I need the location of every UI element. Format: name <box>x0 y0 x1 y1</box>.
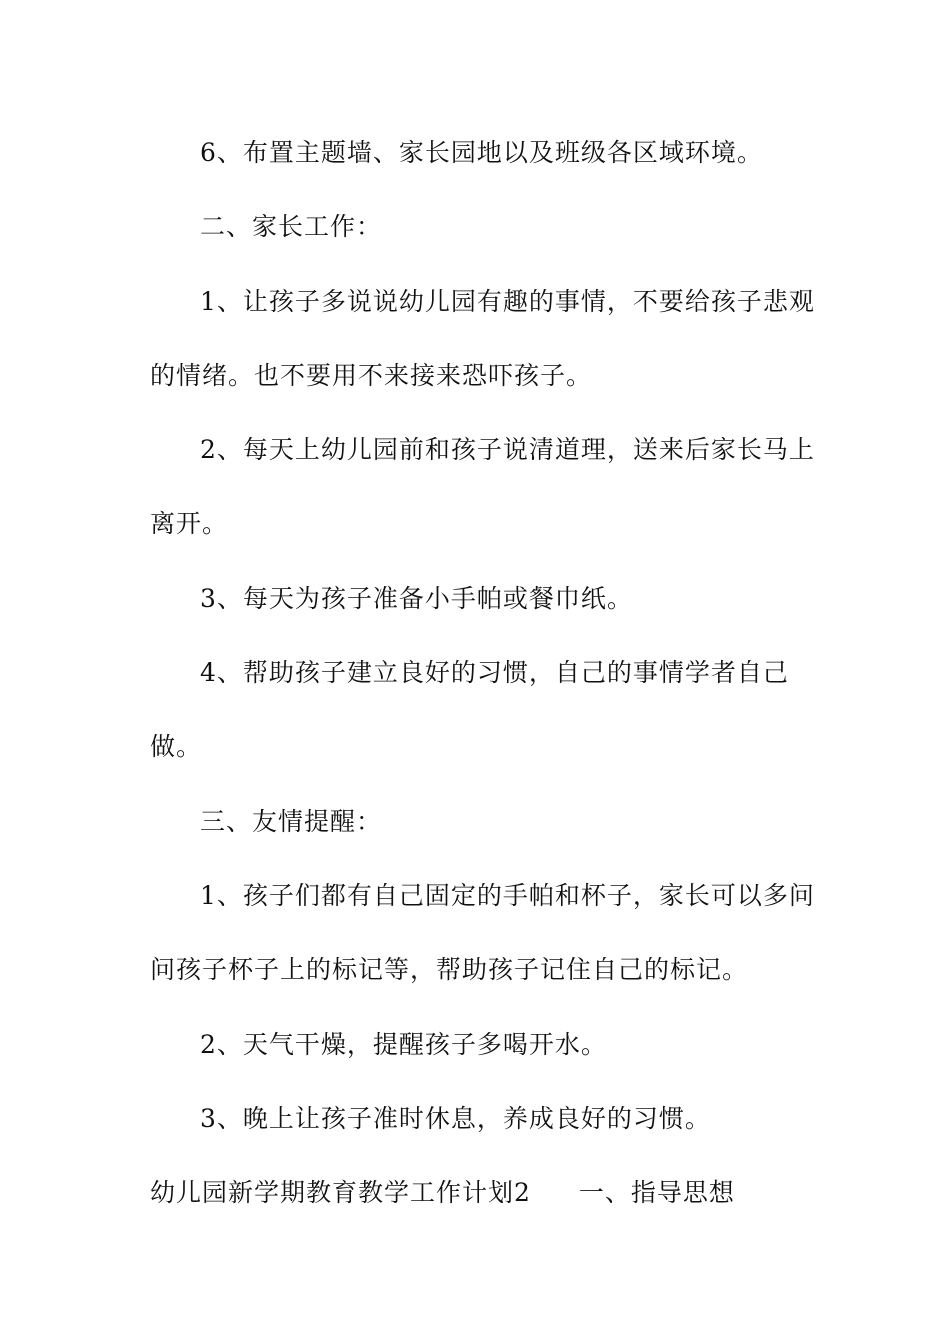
final-line <box>150 1177 735 1209</box>
paragraph-line: 3、晚上让孩子准时休息，养成良好的习惯。 <box>200 1104 711 1133</box>
paragraph-line: 离开。 <box>150 509 229 538</box>
document-title: 幼儿园新学期教育教学工作计划2 <box>150 1178 531 1207</box>
paragraph-line: 问孩子杯子上的标记等，帮助孩子记住自己的标记。 <box>150 955 749 984</box>
section-heading-reminders: 三、友情提醒： <box>200 807 383 836</box>
section-heading-parents: 二、家长工作： <box>200 212 383 241</box>
paragraph-line: 做。 <box>150 732 203 761</box>
section-heading-guiding-ideology: 一、指导思想 <box>578 1178 735 1207</box>
paragraph-line: 4、帮助孩子建立良好的习惯，自己的事情学者自己 <box>200 658 789 687</box>
paragraph-line: 1、让孩子多说说幼儿园有趣的事情，不要给孩子悲观 <box>200 287 815 316</box>
paragraph-line: 2、每天上幼儿园前和孩子说清道理，送来后家长马上 <box>200 435 815 464</box>
paragraph-line: 1、孩子们都有自己固定的手帕和杯子，家长可以多问 <box>200 881 815 910</box>
paragraph-line: 2、天气干燥，提醒孩子多喝开水。 <box>200 1030 607 1059</box>
paragraph-line: 的情绪。也不要用不来接来恐吓孩子。 <box>150 361 593 390</box>
paragraph-line: 6、布置主题墙、家长园地以及班级各区域环境。 <box>200 138 763 167</box>
paragraph-line: 3、每天为孩子准备小手帕或餐巾纸。 <box>200 584 633 613</box>
